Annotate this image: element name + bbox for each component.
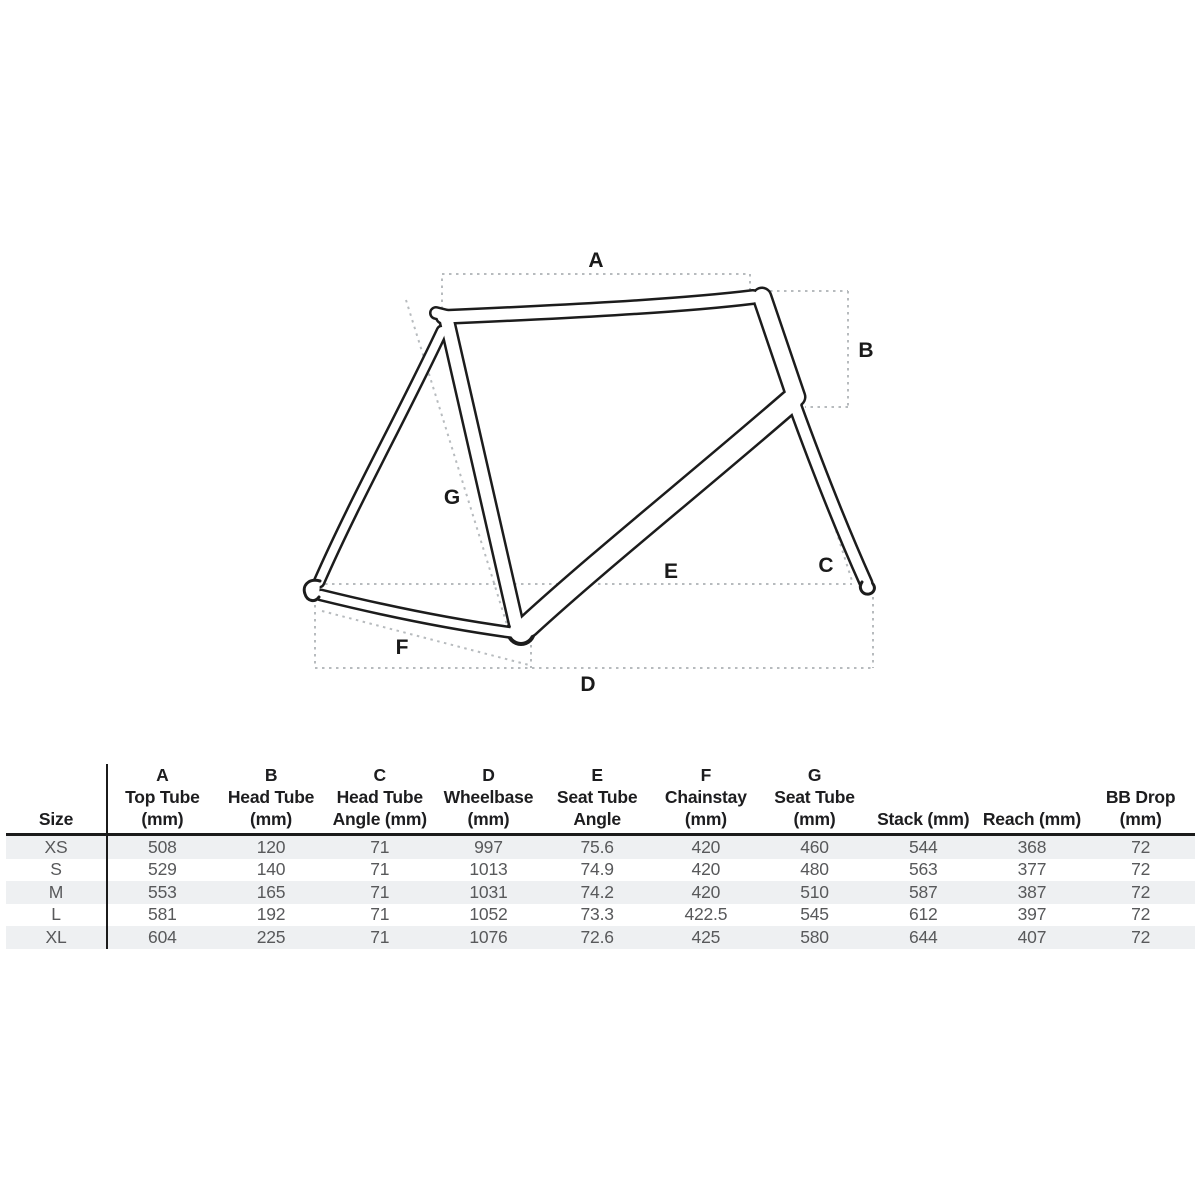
value-cell: 544 [908,836,938,857]
value-cell: 1013 [469,859,508,880]
value-cell: 581 [148,904,177,925]
value-cell: 72 [1131,836,1151,857]
value-cell: 74.9 [580,859,614,880]
value-cell: 604 [148,926,177,947]
dimension-label-a: A [588,249,604,272]
value-cell: 420 [691,859,721,880]
column-header-reach: Reach (mm) [982,809,1082,829]
dimension-label-e: E [663,560,679,583]
value-cell: 71 [370,836,390,857]
column-header-head-tube-angle: C Head Tube Angle (mm) [332,765,427,829]
value-cell: 644 [908,926,938,947]
table-body [6,836,1195,949]
table-row [6,859,1195,882]
value-cell: 425 [691,926,721,947]
value-cell: 73.3 [580,904,614,925]
value-cell: 545 [800,904,829,925]
value-cell: 997 [474,836,503,857]
column-header-seat-tube: G Seat Tube (mm) [774,765,855,829]
value-cell: 612 [908,904,938,925]
value-cell: 72 [1131,926,1151,947]
value-cell: 1031 [469,881,508,902]
column-header-bb-drop: BB Drop (mm) [1105,787,1176,829]
value-cell: 407 [1017,926,1047,947]
value-cell: 72.6 [580,926,614,947]
column-header-size: Size [6,764,108,833]
column-header-wheelbase: D Wheelbase (mm) [443,765,534,829]
value-cell: 72 [1131,859,1151,880]
value-cell: 75.6 [580,836,614,857]
size-cell: XL [6,926,108,949]
value-cell: 368 [1017,836,1047,857]
dimension-label-f: F [395,636,409,659]
value-cell: 563 [908,859,938,880]
value-cell: 422.5 [684,904,728,925]
front-dropout [860,582,874,594]
table-row [6,926,1195,949]
value-cell: 71 [370,881,390,902]
value-cell: 140 [256,859,286,880]
value-cell: 580 [800,926,829,947]
table-row [6,881,1195,904]
value-cell: 120 [256,836,286,857]
value-cell: 192 [256,904,286,925]
value-cell: 71 [370,926,390,947]
rear-dropout [304,580,320,600]
value-cell: 553 [148,881,177,902]
table-header-row [6,764,1195,836]
dim-g-line [406,300,534,628]
dimension-label-d: D [580,673,596,696]
value-cell: 377 [1017,859,1047,880]
dimension-label-g: G [443,486,461,509]
size-cell: S [6,859,108,882]
bike-frame-illustration [304,297,874,646]
value-cell: 71 [370,859,390,880]
size-cell: M [6,881,108,904]
value-cell: 165 [256,881,286,902]
value-cell: 225 [256,926,286,947]
column-header-stack: Stack (mm) [877,809,970,829]
value-cell: 510 [800,881,829,902]
value-cell: 71 [370,904,390,925]
value-cell: 1076 [469,926,508,947]
geometry-table [6,764,1195,949]
size-cell: L [6,904,108,927]
value-cell: 72 [1131,904,1151,925]
value-cell: 397 [1017,904,1047,925]
value-cell: 460 [800,836,829,857]
value-cell: 1052 [469,904,508,925]
dimension-label-c: C [818,554,834,577]
column-header-seat-tube-angle: E Seat Tube Angle [556,765,638,829]
dimension-label-b: B [858,339,874,362]
column-header-chainstay: F Chainstay (mm) [664,765,747,829]
value-cell: 420 [691,836,721,857]
value-cell: 74.2 [580,881,614,902]
value-cell: 72 [1131,881,1151,902]
table-row [6,904,1195,927]
value-cell: 387 [1017,881,1047,902]
value-cell: 420 [691,881,721,902]
size-cell: XS [6,836,108,859]
table-row [6,836,1195,859]
column-header-head-tube: B Head Tube (mm) [227,765,315,829]
value-cell: 480 [800,859,829,880]
value-cell: 508 [148,836,177,857]
value-cell: 587 [908,881,938,902]
column-header-top-tube: A Top Tube (mm) [125,765,200,829]
value-cell: 529 [148,859,177,880]
